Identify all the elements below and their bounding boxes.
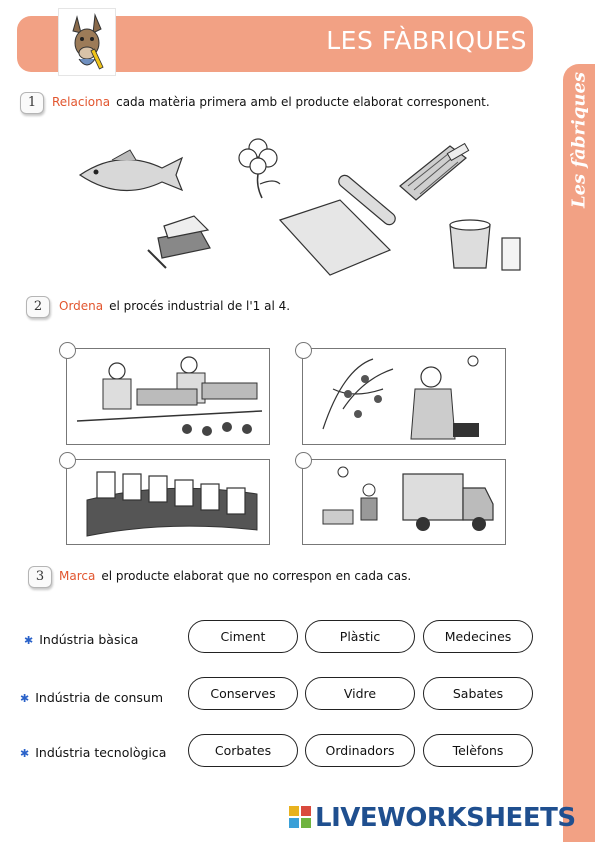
packing-scene-icon [67,349,269,444]
cheese-icon [148,216,210,268]
order-circle[interactable] [295,342,312,359]
sardine-can-icon [400,144,469,200]
section-number-badge: 2 [26,296,50,318]
order-circle[interactable] [59,452,76,469]
fabric-roll-icon [280,173,398,275]
harvest-scene-icon [303,349,505,444]
section2-text: el procés industrial de l'1 al 4. [109,299,291,313]
section-number-badge: 1 [20,92,44,114]
section3-keyword: Marca [59,569,96,583]
category-label: ✱ Indústria bàsica [24,632,139,647]
process-image-canning [66,459,270,545]
section1-keyword: Relaciona [52,95,111,109]
section2-instruction [59,299,290,313]
page-title: LES FÀBRIQUES [326,26,527,55]
raw-materials-illustration [70,130,540,280]
process-image-packing [66,348,270,445]
option-button[interactable]: Telèfons [423,734,533,767]
section1-text: cada matèria primera amb el producte elaborat corresponent. [116,95,490,109]
section2-keyword: Ordena [59,299,104,313]
section1-instruction [52,95,490,109]
category-label: ✱ Indústria de consum [20,690,163,705]
option-button[interactable]: Sabates [423,677,533,710]
process-image-transport [302,459,506,545]
canning-scene-icon [67,460,269,544]
side-label: Les fàbriques [568,71,590,209]
cotton-flower-icon [239,139,280,198]
option-button[interactable]: Ciment [188,620,298,653]
order-circle[interactable] [295,452,312,469]
category-label: ✱ Indústria tecnològica [20,745,167,760]
section3-instruction [59,569,411,583]
option-button[interactable]: Medecines [423,620,533,653]
option-button[interactable]: Conserves [188,677,298,710]
process-image-harvest [302,348,506,445]
bullet-icon: ✱ [24,634,34,647]
brand-text: LIVEWORKSHEETS [315,803,576,833]
option-button[interactable]: Vidre [305,677,415,710]
donkey-mascot-icon [58,8,116,76]
option-button[interactable]: Ordinadors [305,734,415,767]
bullet-icon: ✱ [20,692,30,705]
fish-icon [80,150,182,191]
option-button[interactable]: Corbates [188,734,298,767]
truck-scene-icon [303,460,505,544]
section3-text: el producte elaborat que no correspon en cada cas. [101,569,412,583]
bullet-icon: ✱ [20,747,30,760]
section-number-badge: 3 [28,566,52,588]
option-button[interactable]: Plàstic [305,620,415,653]
liveworksheets-logo-icon [289,806,311,828]
milk-bucket-icon [450,220,520,270]
order-circle[interactable] [59,342,76,359]
